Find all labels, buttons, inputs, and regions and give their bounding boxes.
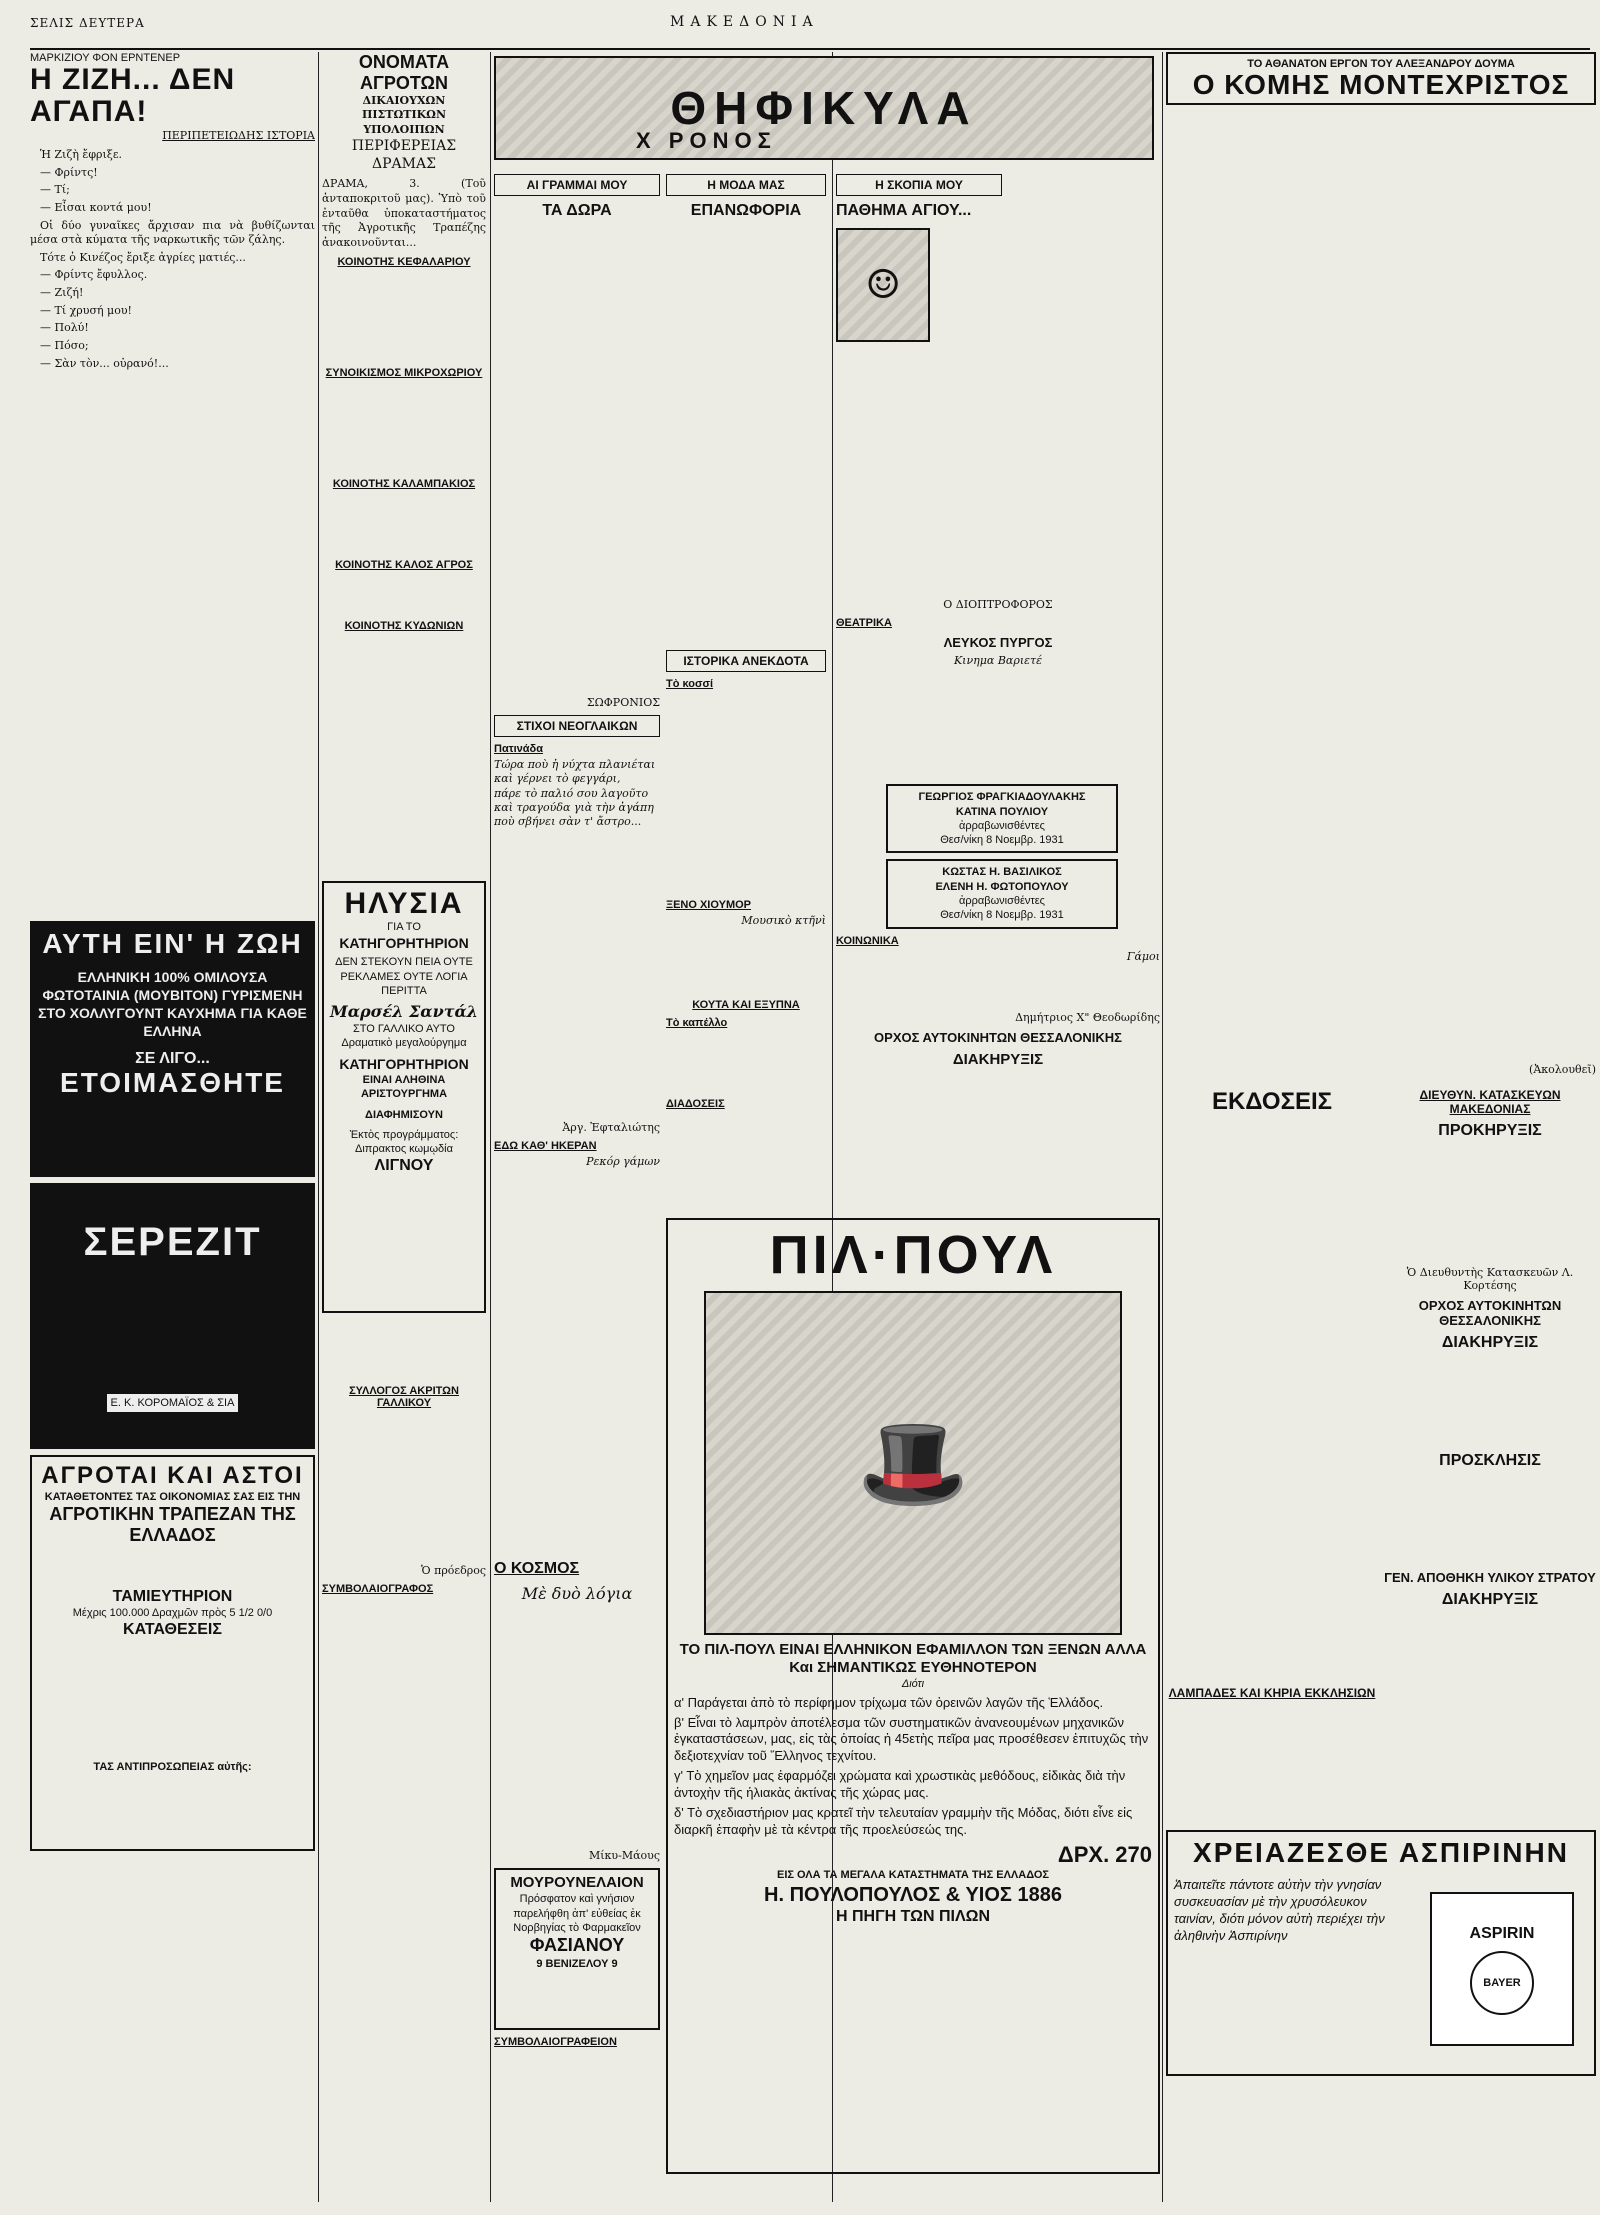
article-signature: ΣΩΦΡΟΝΙΟΣ bbox=[586, 696, 660, 709]
article-text-block bbox=[1166, 1120, 1378, 1680]
article-text-block bbox=[494, 829, 660, 1119]
serial-title: Ο ΚΟΜΗΣ ΜΟΝΤΕΧΡΙΣΤΟΣ bbox=[1192, 69, 1570, 100]
article-text-block bbox=[1384, 1613, 1596, 1713]
poem-line: καὶ γέρνει τὸ φεγγάρι, bbox=[494, 772, 621, 786]
notice-text: ΕΛΕΝΗ Η. ΦΩΤΟΠΟΥΛΟΥ bbox=[935, 880, 1069, 893]
ad-text: Η. ΠΟΥΛΟΠΟΥΛΟΣ & ΥΙΟΣ 1886 bbox=[764, 1883, 1062, 1906]
article-text-block bbox=[666, 933, 826, 993]
article-signature: Ὁ πρόεδρος bbox=[421, 1564, 486, 1578]
article-signature: Ἀργ. Ἐφταλιώτης bbox=[562, 1121, 660, 1135]
article-text-block bbox=[836, 346, 1160, 596]
ad-text: ΣΤΟ ΓΑΛΛΙΚΟ ΑΥΤΟ Δραματικὸ μεγαλούργημα bbox=[341, 1022, 467, 1049]
column-rule bbox=[318, 52, 319, 2202]
ad-text-block bbox=[38, 1547, 307, 1587]
column-3 bbox=[494, 168, 660, 2202]
section-heading: ΞΕΝΟ ΧΙΟΥΜΟΡ bbox=[666, 899, 752, 911]
section-heading: ΚΟΙΝΟΤΗΣ ΚΕΦΑΛΑΡΙΟΥ bbox=[337, 256, 471, 269]
banner-subtitle: Χ ΡΟΝΟΣ bbox=[636, 128, 777, 153]
article-line: — Πολύ! bbox=[40, 321, 89, 335]
section-heading: ΟΡΧΟΣ ΑΥΤΟΚΙΝΗΤΩΝ ΘΕΣΣΑΛΟΝΙΚΗΣ bbox=[1418, 1298, 1562, 1329]
cartoon-portrait bbox=[836, 228, 930, 342]
article-signature: Ο ΔΙΟΠΤΡΟΦΟΡΟΣ bbox=[943, 598, 1053, 611]
magazine-banner bbox=[494, 52, 1154, 162]
ad-text: Μαρσέλ Σαντάλ bbox=[330, 1002, 478, 1022]
hat-man-illustration bbox=[704, 1291, 1122, 1635]
ad-text: Ε. Κ. ΚΟΡΟΜΑΪΟΣ & ΣΙΑ bbox=[107, 1394, 239, 1412]
ad-text: ΑΓΡΟΤΙΚΗΝ ΤΡΑΠΕΖΑΝ ΤΗΣ ΕΛΛΑΔΟΣ bbox=[49, 1503, 296, 1546]
article-text-block bbox=[1384, 1356, 1596, 1446]
article-subhead: ΠΕΡΙΦΕΡΕΙΑΣ ΔΡΑΜΑΣ bbox=[351, 137, 457, 173]
section-heading: ΣΥΜΒΟΛΑΙΟΓΡΑΦΕΙΟΝ bbox=[494, 2036, 617, 2049]
article-line: — Φρίντς! bbox=[40, 165, 98, 179]
ad-text: BAYER bbox=[1483, 1976, 1521, 1989]
section-subheading: Γάμοι bbox=[1126, 949, 1160, 963]
engagement-notice bbox=[886, 859, 1118, 928]
ad-text: ΔΙΑΦΗΜΙΣΟΥΝ bbox=[365, 1108, 443, 1121]
article-intro: ΔΡΑΜΑ, 3. (Τοῦ ἀνταποκριτοῦ μας). Ὑπὸ τοῦ ἐνταῦθα ὑποκαταστήματος τῆς Ἀγροτικῆς Τραπέζης ἀνακοινοῦνται... bbox=[322, 177, 486, 249]
section-heading: ΚΟΙΝΟΤΗΣ ΚΑΛΟΣ ΑΓΡΟΣ bbox=[335, 559, 473, 572]
notice-text: Θεσ/νίκη 8 Νοεμβρ. 1931 bbox=[940, 834, 1064, 847]
section-subheading: ΠΡΟΚΗΡΥΞΙΣ bbox=[1438, 1122, 1542, 1140]
ad-text: ΚΑΤΑΘΕΣΕΙΣ bbox=[123, 1621, 222, 1639]
serial-kicker: ΤΟ ΑΘΑΝΑΤΟΝ ΕΡΓΟΝ ΤΟΥ ΑΛΕΞΑΝΔΡΟΥ ΔΟΥΜΑ bbox=[1247, 58, 1515, 70]
article-text-block bbox=[666, 1113, 826, 1193]
article-subhead: Κινημα Βαριετέ bbox=[953, 654, 1043, 667]
section-heading: Ο ΚΟΣΜΟΣ bbox=[494, 1560, 580, 1578]
ad-text: Η ΠΗΓΗ ΤΩΝ ΠΙΛΩΝ bbox=[835, 1907, 991, 1925]
section-heading: Η ΣΚΟΠΙΑ ΜΟΥ bbox=[836, 174, 1002, 196]
serial-heading bbox=[1166, 52, 1596, 105]
column-4 bbox=[666, 168, 826, 1208]
section-heading: ΘΕΑΤΡΙΚΑ bbox=[836, 617, 892, 629]
face-icon: ☺ bbox=[865, 262, 901, 308]
article-text-block bbox=[1384, 1474, 1596, 1564]
column-4b bbox=[836, 168, 1160, 1208]
hat-advertisement bbox=[666, 1218, 1160, 2174]
section-heading: ΔΙΕΥΘΥΝ. ΚΑΤΑΣΚΕΥΩΝ ΜΑΚΕΔΟΝΙΑΣ bbox=[1419, 1088, 1561, 1117]
ad-text: Διότι bbox=[901, 1678, 925, 1691]
article-subhead: ΔΙΚΑΙΟΥΧΩΝ ΠΙΣΤΩΤΙΚΩΝ ΥΠΟΛΟΙΠΩΝ bbox=[361, 94, 447, 136]
column-1 bbox=[30, 52, 315, 2202]
article-signature: (Ἀκολουθεῖ) bbox=[1529, 1063, 1596, 1077]
notice-text: ΚΑΤΙΝΑ ΠΟΥΛΙΟΥ bbox=[955, 805, 1049, 818]
article-line: — Εἶσαι κοντά μου! bbox=[40, 200, 152, 214]
section-heading: ΙΣΤΟΡΙΚΑ ΑΝΕΚΔΟΤΑ bbox=[666, 650, 826, 672]
article-signature: Μίκυ-Μάους bbox=[588, 1849, 660, 1863]
poem-line: πάρε τὸ παλιό σου λαγοῦτο bbox=[494, 786, 649, 800]
poem bbox=[494, 758, 660, 829]
article-text-block bbox=[1384, 1144, 1596, 1264]
ad-headline: ΑΓΡΟΤΑΙ ΚΑΙ ΑΣΤΟΙ bbox=[41, 1462, 304, 1490]
article-text-block bbox=[322, 1319, 486, 1379]
cinema-advertisement bbox=[322, 881, 486, 1313]
ad-text: ΔΕΝ ΣΤΕΚΟΥΝ ΠΕΙΑ ΟΥΤΕ ΡΕΚΛΑΜΕΣ ΟΥΤΕ ΛΟΓΙΑ ΠΕΡΙΤΤΑ bbox=[335, 956, 473, 998]
article-subhead: ΠΕΡΙΠΕΤΕΙΩΔΗΣ ΙΣΤΟΡΙΑ bbox=[162, 129, 315, 142]
article-line: — Τί; bbox=[40, 183, 70, 197]
article-text-block bbox=[936, 224, 1160, 334]
poem-line: ποὺ σβήνει σὰν τ' ἄστρο... bbox=[494, 815, 642, 829]
bayer-cross-icon bbox=[1470, 1951, 1534, 2015]
notice-text: ΓΕΩΡΓΙΟΣ ΦΡΑΓΚΙΑΔΟΥΛΑΚΗΣ bbox=[918, 791, 1086, 804]
ad-headline: ΠΙΛ·ΠΟΥΛ bbox=[769, 1225, 1057, 1285]
ad-text: Πρόσφατον καὶ γνήσιον παρελήφθη ἀπ' εὐθείας ἐκ Νορβηγίας τὸ Φαρμακεῖον bbox=[513, 1893, 641, 1935]
section-heading: ΚΟΙΝΟΤΗΣ ΚΥΔΩΝΙΩΝ bbox=[344, 620, 464, 633]
ad-headline: ΧΡΕΙΑΖΕΣΘΕ ΑΣΠΙΡΙΝΗΝ bbox=[1193, 1837, 1569, 1869]
article-text-block bbox=[322, 1598, 486, 1658]
ad-price: ΔΡΧ. 270 bbox=[1057, 1841, 1152, 1867]
section-subheading: Μὲ δυὸ λόγια bbox=[521, 1584, 633, 1604]
engagement-notice bbox=[886, 784, 1118, 853]
ad-text: ΤΟ ΠΙΛ-ΠΟΥΛ ΕΙΝΑΙ ΕΛΛΗΝΙΚΟΝ ΕΦΑΜΙΛΛΟΝ ΤΩΝ ΞΕΝΩΝ ΑΛΛΑ bbox=[679, 1641, 1147, 1659]
banner-illustration bbox=[494, 56, 1154, 160]
article-signature: Δημήτριος Χ" Θεοδωρίδης bbox=[1015, 1010, 1160, 1024]
serezit-advertisement bbox=[30, 1183, 315, 1449]
section-subheading: Μουσικὸ κτῆνὶ bbox=[741, 914, 826, 927]
ad-headline: ΜΟΥΡΟΥΝΕΛΑΙΟΝ bbox=[510, 1874, 644, 1892]
ad-text: α' Παράγεται ἀπὸ τὸ περίφημον τρίχωμα τῶν ὀρεινῶν λαγῶν τῆς Ἑλλάδος. bbox=[674, 1694, 1104, 1710]
ad-text: ΛΙΓΝΟΥ bbox=[374, 1157, 434, 1175]
article-headline: ΟΝΟΜΑΤΑ ΑΓΡΟΤΩΝ bbox=[358, 52, 450, 93]
article-text-block bbox=[322, 382, 486, 472]
ad-text: Ἀπαιτεῖτε πάντοτε αὐτὴν τὴν γνησίαν συσκευασίαν μὲ τὴν χρυσόλευκον ταινίαν, διότι μόνον αὐτὴ περιέχει τὴν ἀληθινὴν Ἀσπιρίνην bbox=[1174, 1877, 1385, 1943]
article-text-block bbox=[494, 224, 660, 694]
ad-text-block bbox=[38, 1640, 307, 1760]
ad-text: ΤΑΜΙΕΥΤΗΡΙΟΝ bbox=[112, 1588, 233, 1605]
article-line: — Σὰν τὸν... οὐρανό!... bbox=[40, 356, 169, 370]
article-text-block bbox=[322, 493, 486, 553]
section-heading: ΚΟΙΝΩΝΙΚΑ bbox=[836, 934, 899, 947]
article-text-block bbox=[666, 224, 826, 644]
article-headline: ΤΑ ΔΩΡΑ bbox=[542, 202, 612, 219]
ad-text: β' Εἶναι τὸ λαμπρὸν ἀποτέλεσμα τῶν συστηματικῶν ἀνανεουμένων μηχανικῶν ἐγκαταστάσεων, μας, εἰς τὰς ὁποίας ἡ 45ετὴς πεῖρα μας προσέθεσεν ἐπιτυχῶς τὴν δεξιοτεχνίαν τοῦ Ἕλληνος τεχνίτου. bbox=[674, 1714, 1149, 1764]
ad-text: ΚΑΤΗΓΟΡΗΤΗΡΙΟΝ bbox=[339, 934, 469, 951]
article-text-block bbox=[322, 635, 486, 875]
article-headline: Η ΖΙΖΗ... ΔΕΝ ΑΓΑΠΑ! bbox=[30, 63, 236, 128]
article-line: — Πόσο; bbox=[40, 338, 89, 352]
ad-text: ΚΑΤΗΓΟΡΗΤΗΡΙΟΝ bbox=[339, 1056, 469, 1073]
section-heading: ΓΕΝ. ΑΠΟΘΗΚΗ ΥΛΙΚΟΥ ΣΤΡΑΤΟΥ bbox=[1384, 1570, 1596, 1586]
section-subheading: Τὸ κοσσί bbox=[666, 678, 714, 690]
ad-text: Μέχρις 100.000 Δραχμῶν πρὸς 5 1/2 0/0 bbox=[72, 1607, 273, 1620]
section-heading: ΣΥΜΒΟΛΑΙΟΓΡΑΦΟΣ bbox=[322, 1583, 434, 1596]
section-subheading: ΔΙΑΚΗΡΥΞΙΣ bbox=[1441, 1334, 1539, 1352]
masthead bbox=[30, 8, 1590, 50]
article-text-block bbox=[666, 693, 826, 893]
notice-text: ἀρραβωνισθέντες bbox=[959, 895, 1045, 908]
column-rule bbox=[490, 52, 491, 2202]
ad-headline: ΗΛΥΣΙΑ bbox=[344, 887, 464, 921]
article-text-block bbox=[30, 375, 315, 915]
ad-text: ΕΛΛΗΝΙΚΗ 100% ΟΜΙΛΟΥΣΑ ΦΩΤΟΤΑΙΝΙΑ (ΜΟΥΒΙΤΟΝ) ΓΥΡΙΣΜΕΝΗ ΣΤΟ ΧΟΛΛΥΓΟΥΝΤ ΚΑΥΧΗΜΑ ΓΙΑ ΚΑΘΕ ΕΛΛΗΝΑ bbox=[38, 968, 307, 1040]
section-heading: ΑΙ ΓΡΑΜΜΑΙ ΜΟΥ bbox=[494, 174, 660, 196]
article-text-block bbox=[494, 1607, 660, 1847]
article-line: — Φρίντς ἔφυλλος. bbox=[40, 268, 148, 282]
section-subheading: ΔΙΑΚΗΡΥΞΙΣ bbox=[952, 1050, 1044, 1068]
article-text-block bbox=[322, 574, 486, 614]
article-line: Οἱ δύο γυναῖκες ἄρχισαν πια νὰ βυθίζωνται μέσα στὰ κύματα τῆς ναρκωτικῆς τῶν ζάλης. bbox=[30, 218, 315, 247]
section-heading: ΣΥΝΟΙΚΙΣΜΟΣ ΜΙΚΡΟΧΩΡΙΟΥ bbox=[325, 367, 483, 380]
article-text-block bbox=[322, 1412, 486, 1562]
ad-text: ASPIRIN bbox=[1469, 1924, 1535, 1942]
article-text-block bbox=[836, 668, 1160, 778]
ad-text: ΚΑΤΑΘΕΤΟΝΤΕΣ ΤΑΣ ΟΙΚΟΝΟΜΙΑΣ ΣΑΣ ΕΙΣ ΤΗΝ bbox=[44, 1490, 301, 1503]
ad-text: Ἐκτὸς προγράμματος: Διπρακτος κωμῳδία bbox=[349, 1128, 459, 1156]
ad-text: δ' Τὸ σχεδιαστήριον μας κρατεῖ τὴν τελευταίαν γραμμὴν τῆς Μόδας, διότι εἶνε εἰς διαρκῆ ἐπαφὴν μὲ τὰ κέντρα τῆς προελεύσεώς της. bbox=[674, 1805, 1133, 1837]
aspirin-box-illustration bbox=[1430, 1892, 1574, 2046]
article-line: — Τί χρυσή μου! bbox=[40, 303, 132, 317]
ad-text: ΕΙΝΑΙ ΑΛΗΘΙΝΑ ΑΡΙΣΤΟΥΡΓΗΜΑ bbox=[360, 1073, 448, 1101]
ad-text: ΤΑΣ ΑΝΤΙΠΡΟΣΩΠΕΙΑΣ αὐτῆς: bbox=[93, 1760, 252, 1773]
article-kicker: ΜΑΡΚΙΖΙΟΥ ΦΟΝ ΕΡΝΤΕΝΕΡ bbox=[30, 52, 181, 64]
section-heading: ΔΙΑΔΟΣΕΙΣ bbox=[666, 1098, 725, 1110]
pil-poul-advertisement bbox=[666, 1218, 1160, 2178]
article-line: — Ζιζή! bbox=[40, 286, 84, 299]
film-advertisement bbox=[30, 921, 315, 1177]
notice-text: ΚΩΣΤΑΣ Η. ΒΑΣΙΛΙΚΟΣ bbox=[942, 866, 1062, 879]
section-heading: ΕΚΔΟΣΕΙΣ bbox=[1211, 1088, 1333, 1116]
article-headline: ΠΑΘΗΜΑ ΑΓΙΟΥ... bbox=[836, 202, 972, 219]
article-signature: Ὁ Διευθυντὴς Κατασκευῶν Λ. Κορτέσης bbox=[1406, 1266, 1574, 1293]
newspaper-name: ΜΑΚΕΔΟΝΙΑ bbox=[670, 14, 819, 30]
ad-text: ΓΙΑ ΤΟ bbox=[387, 921, 421, 934]
pharmacy-advertisement bbox=[494, 1868, 660, 2030]
ad-text: γ' Τὸ χημεῖον μας ἐφαρμόζει χρώματα καὶ χρωστικὰς μεθόδους, εἰδικὰς διὰ τὴν ἀντοχὴν τῆς ἡλιακὰς ἀκτίνας τῆς χώρας μας. bbox=[674, 1768, 1126, 1801]
ad-text: Και ΣΗΜΑΝΤΙΚΩΣ ΕΥΘΗΝΟΤΕΡΟΝ bbox=[789, 1659, 1037, 1677]
section-heading: ΚΟΙΝΟΤΗΣ ΚΑΛΑΜΠΑΚΙΟΣ bbox=[332, 478, 476, 491]
poem-line: καὶ τραγούδα γιὰ τὴν ἀγάπη bbox=[494, 800, 654, 814]
column-2 bbox=[322, 52, 486, 2202]
ad-text: ΕΙΣ ΟΛΑ ΤΑ ΜΕΓΑΛΑ ΚΑΤΑΣΤΗΜΑΤΑ ΤΗΣ ΕΛΛΑΔΟΣ bbox=[777, 1869, 1049, 1882]
article-text-block bbox=[836, 969, 1160, 1009]
aspirin-advertisement bbox=[1166, 1830, 1596, 2076]
bank-advertisement bbox=[30, 1455, 315, 1851]
article-line: Ἡ Ζιζὴ ἔφριξε. bbox=[40, 148, 123, 161]
article-text-block bbox=[666, 1032, 826, 1092]
ad-headline: ΕΤΟΙΜΑΣΘΗΤΕ bbox=[60, 1066, 285, 1098]
serial-text-block bbox=[1166, 111, 1596, 1061]
ad-text: 9 ΒΕΝΙΖΕΛΟΥ 9 bbox=[536, 1957, 618, 1970]
section-heading: ΟΡΧΟΣ ΑΥΤΟΚΙΝΗΤΩΝ ΘΕΣΣΑΛΟΝΙΚΗΣ bbox=[874, 1029, 1122, 1045]
article-text-block bbox=[836, 1072, 1160, 1132]
ad-text: ΦΑΣΙΑΝΟΥ bbox=[529, 1935, 625, 1956]
column-rule bbox=[1162, 52, 1163, 2202]
article-headline: ΛΕΥΚΟΣ ΠΥΡΓΟΣ bbox=[943, 635, 1053, 650]
ad-headline: ΣΕΡΕΖΙΤ bbox=[83, 1219, 262, 1264]
column-5 bbox=[1166, 52, 1596, 2202]
section-heading: ΣΥΛΛΟΓΟΣ ΑΚΡΙΤΩΝ ΓΑΛΛΙΚΟΥ bbox=[349, 1385, 459, 1410]
section-heading: ΚΟΥΤΑ ΚΑΙ ΕΞΥΠΝΑ bbox=[692, 999, 800, 1011]
notices-section bbox=[1384, 1082, 1596, 1824]
section-heading: ΛΑΜΠΑΔΕΣ ΚΑΙ ΚΗΡΙΑ ΕΚΚΛΗΣΙΩΝ bbox=[1168, 1686, 1376, 1701]
article-body bbox=[30, 148, 315, 371]
article-headline: ΕΠΑΝΩΦΟΡΙΑ bbox=[690, 202, 802, 219]
hat-icon: 🎩 bbox=[856, 1413, 970, 1514]
section-subheading: Τὸ καπέλλο bbox=[666, 1017, 728, 1029]
poem-title: Πατινάδα bbox=[494, 743, 543, 755]
section-heading: ΠΡΟΣΚΛΗΣΙΣ bbox=[1439, 1452, 1541, 1470]
banner-title: ΘΗΦΙΚΥΛΑ bbox=[670, 82, 978, 134]
section-subheading: ΔΙΑΚΗΡΥΞΙΣ bbox=[1441, 1591, 1539, 1609]
ad-text: ΣΕ ΛΙΓΟ... bbox=[135, 1049, 210, 1067]
section-heading: Η ΜΟΔΑ ΜΑΣ bbox=[666, 174, 826, 196]
publications-section bbox=[1166, 1082, 1378, 1824]
notice-text: ἀρραβωνισθέντες bbox=[959, 819, 1045, 832]
article-text-block bbox=[322, 271, 486, 361]
notice-text: Θεσ/νίκη 8 Νοεμβρ. 1931 bbox=[940, 909, 1064, 922]
page-number-label: ΣΕΛΙΣ ΔΕΥΤΕΡΑ bbox=[30, 16, 145, 30]
article-line: Τότε ὁ Κινέζος ἔριξε ἀγρίες ματιές... bbox=[40, 250, 246, 264]
article-text-block bbox=[1166, 1704, 1378, 1824]
article-text-block bbox=[494, 1174, 660, 1554]
section-heading: ΣΤΙΧΟΙ ΝΕΟΓΛΑΙΚΩΝ bbox=[494, 715, 660, 737]
section-subheading: Ρεκόρ γάμων bbox=[586, 1155, 660, 1169]
ad-headline: ΑΥΤΗ ΕΙΝ' Η ΖΩΗ bbox=[42, 928, 303, 960]
poem-line: Τώρα ποὺ ἡ νύχτα πλανιέται bbox=[494, 758, 656, 771]
section-heading: ΕΔΩ ΚΑΘ' ΗΚΕΡΑΝ bbox=[494, 1140, 597, 1153]
